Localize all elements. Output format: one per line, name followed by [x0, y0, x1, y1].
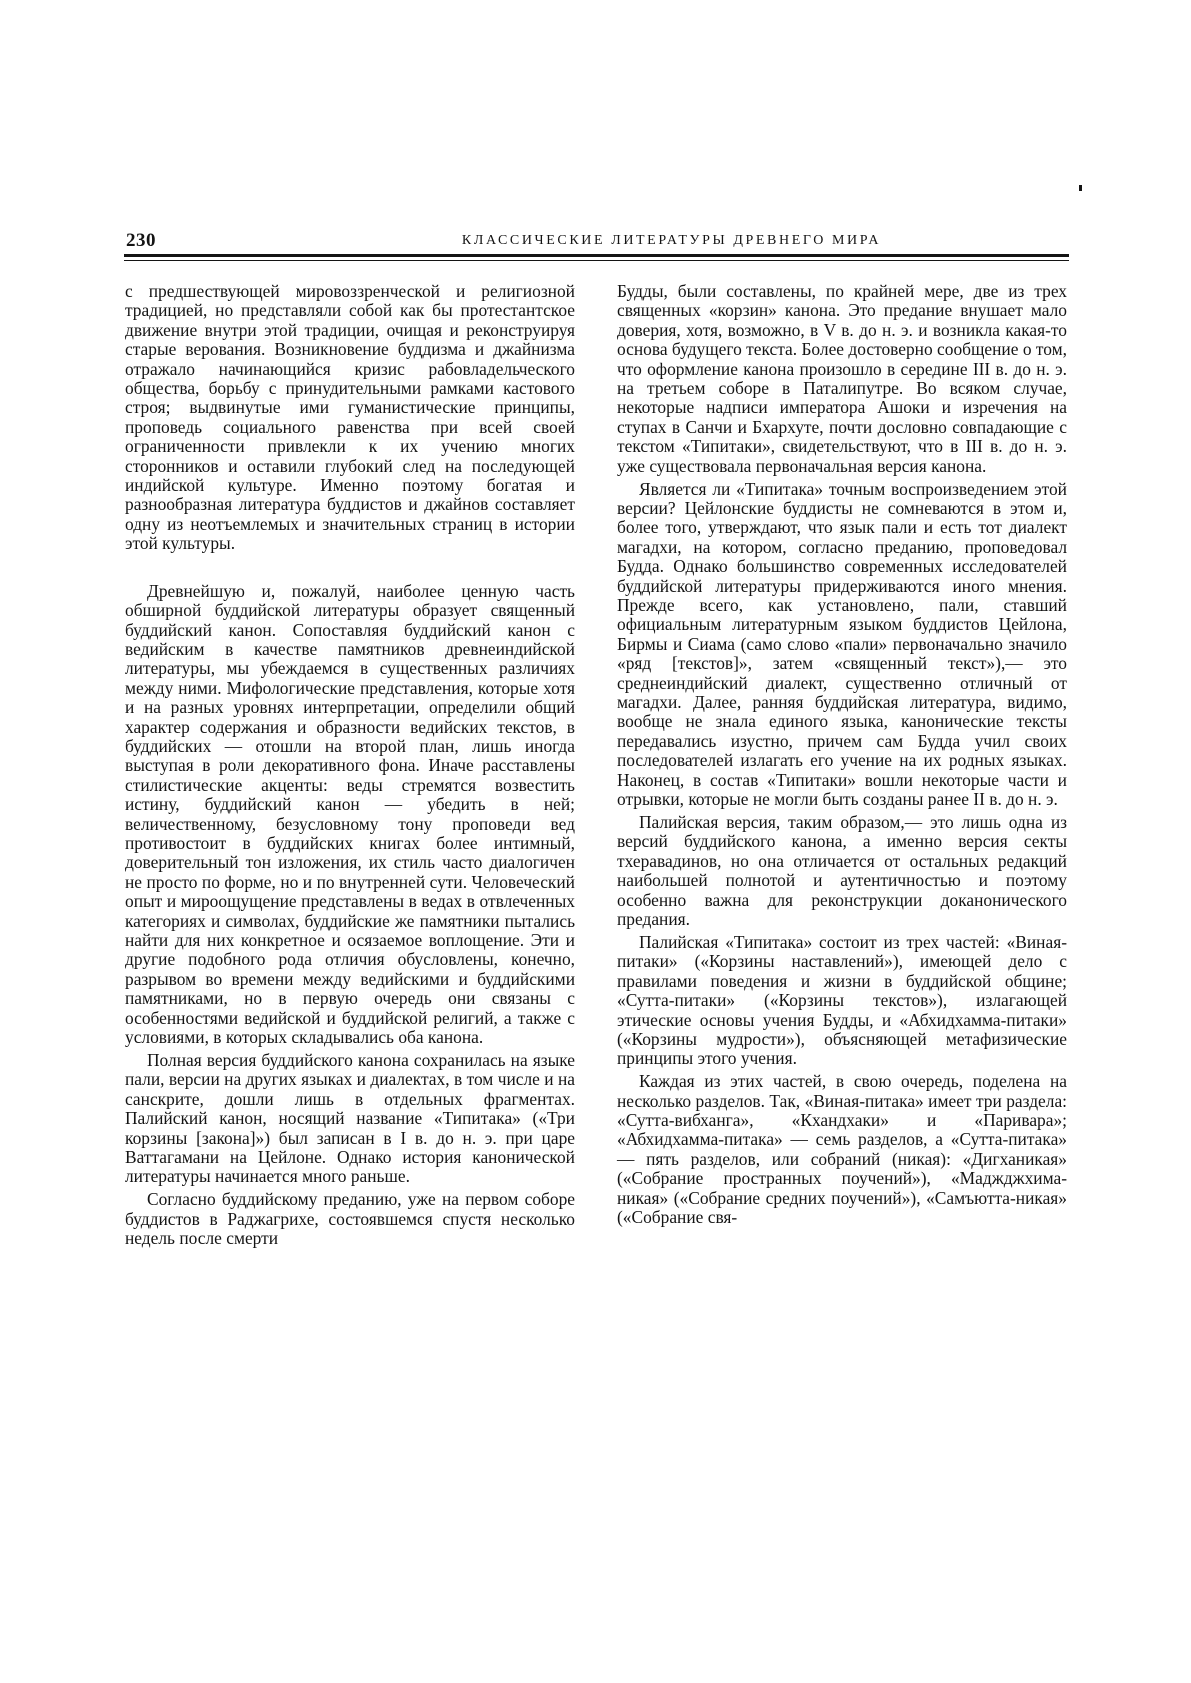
page-number: 230	[126, 230, 156, 251]
paragraph: Согласно буддийскому преданию, уже на первом соборе буддистов в Раджагрихе, состоявшемся спустя несколько недель после смерти	[125, 1189, 575, 1249]
paragraph: Каждая из этих частей, в свою очередь, поделена на несколько разделов. Так, «Виная-питака» имеет три раздела: «Сутта-вибхангa», «Кхандхаки» и «Паривара»; «Абхидхамма-питака» — семь разделов, а «Сутта-питака» — пять разделов, или собраний (никая): «Дигханикая» («Собрание пространных поучений»), «Маджджхима-никая» («Собрание средних поучений»), «Самъютта-никая» («Собрание свя-	[617, 1071, 1067, 1228]
page-header	[124, 230, 1069, 254]
paragraph: Палийская «Типитака» состоит из трех частей: «Виная-питаки» («Корзины наставлений»), имеющей дело с правилами поведения и жизни в буддийской общине; «Сутта-питаки» («Корзины текстов»), излагающей этические основы учения Будды, и «Абхидхамма-питаки» («Корзины мудрости»), объясняющей метафизические принципы этого учения.	[617, 931, 1067, 1069]
left-column	[125, 282, 575, 1252]
print-speck	[1079, 185, 1082, 191]
paragraph: Полная версия буддийского канона сохранилась на языке пали, версии на других языках и диалектах, в том числе и на санскрите, дошли лишь в отдельных фрагментах. Палийский канон, носящий название «Типитака» («Три корзины [закона]») был записан в I в. до н. э. при царе Ваттагамани на Цейлоне. Однако история канонической литературы начинается много раньше.	[125, 1049, 575, 1187]
header-rule-thick	[124, 254, 1069, 257]
paragraph: Является ли «Типитака» точным воспроизведением этой версии? Цейлонские буддисты не сомневаются в этом и, более того, утверждают, что язык пали и есть тот диалект магадхи, на котором, согласно преданию, проповедовал Будда. Однако большинство современных исследователей буддийской литературы придерживаются иного мнения. Прежде всего, как установлено, пали, ставший официальным литературным языком буддистов Цейлона, Бирмы и Сиама (само слово «пали» первоначально значило «ряд [текстов]», затем «священный текст»),— это среднеиндийский диалект, существенно отличный от магадхи. Далее, ранняя буддийская литература, видимо, вообще не знала единого языка, канонические тексты передавались изустно, причем сам Будда учил своих последователей излагать его учение на их родных языках. Наконец, в состав «Типитаки» вошли некоторые части и отрывки, которые не могли быть созданы ранее II в. до н. э.	[617, 478, 1067, 810]
right-column	[617, 282, 1067, 1231]
paragraph: с предшествующей мировоззренческой и религиозной традицией, но представляли собой как бы протестантское движение внутри этой традиции, очищая и реконструируя старые верования. Возникновение буддизма и джайнизма отражало начинающийся кризис рабовладельческого общества, борьбу с принудительными рамками кастового строя; выдвинутые ими гуманистические принципы, проповедь социального равенства при всей своей ограниченности привлекли к их учению многих сторонников и оставили глубокий след на последующей индийской культуре. Именно поэтому богатая и разнообразная литература буддистов и джайнов составляет одну из неотъемлемых и значительных страниц в истории этой культуры.	[125, 281, 575, 554]
paragraph: Древнейшую и, пожалуй, наиболее ценную часть обширной буддийской литературы образует священный буддийский канон. Сопоставляя буддийский канон с ведийским в качестве памятников древнеиндийской литературы, мы убеждаемся в существенных различиях между ними. Мифологические представления, которые хотя и на разных уровнях интерпретации, определили общий характер содержания и образности ведийских текстов, в буддийских — отошли на второй план, лишь иногда выступая в роли декоративного фона. Иначе расставлены стилистические акценты: веды стремятся возвестить истину, буддийский канон — убедить в ней; величественному, безусловному тону проповеди вед противостоит в буддийских книгах более интимный, доверительный тон изложения, их стиль часто диалогичен не просто по форме, но и по внутренней сути. Человеческий опыт и мироощущение представлены в ведах в отвлеченных категориях и символах, буддийские же памятники пытались найти для них конкретное и осязаемое воплощение. Эти и другие подобного рода отличия обусловлены, конечно, разрывом во времени между ведийскими и буддийскими памятниками, но в первую очередь они связаны с особенностями ведийской и буддийской религий, а также с условиями, в которых складывались оба канона.	[125, 580, 575, 1048]
paragraph: Палийская версия, таким образом,— это лишь одна из версий буддийского канона, а именно версия секты тхеравадинов, но она отличается от остальных редакций наибольшей полнотой и аутентичностью и поэтому особенно важна для реконструкции доканонического предания.	[617, 811, 1067, 929]
header-rule-thin	[124, 260, 1069, 261]
running-title: КЛАССИЧЕСКИЕ ЛИТЕРАТУРЫ ДРЕВНЕГО МИРА	[461, 233, 882, 248]
paragraph: Будды, были составлены, по крайней мере, две из трех священных «корзин» канона. Это предание внушает мало доверия, хотя, возможно, в V в. до н. э. и возникла какая-то основа будущего текста. Более достоверно сообщение о том, что оформление канона произошло в середине III в. до н. э. на третьем соборе в Паталипутре. Во всяком случае, некоторые надписи императора Ашоки и изречения на ступах в Санчи и Бхархуте, почти дословно совпадающие с текстом «Типитаки», свидетельствуют, что в III в. до н. э. уже существовала первоначальная версия канона.	[617, 281, 1067, 476]
